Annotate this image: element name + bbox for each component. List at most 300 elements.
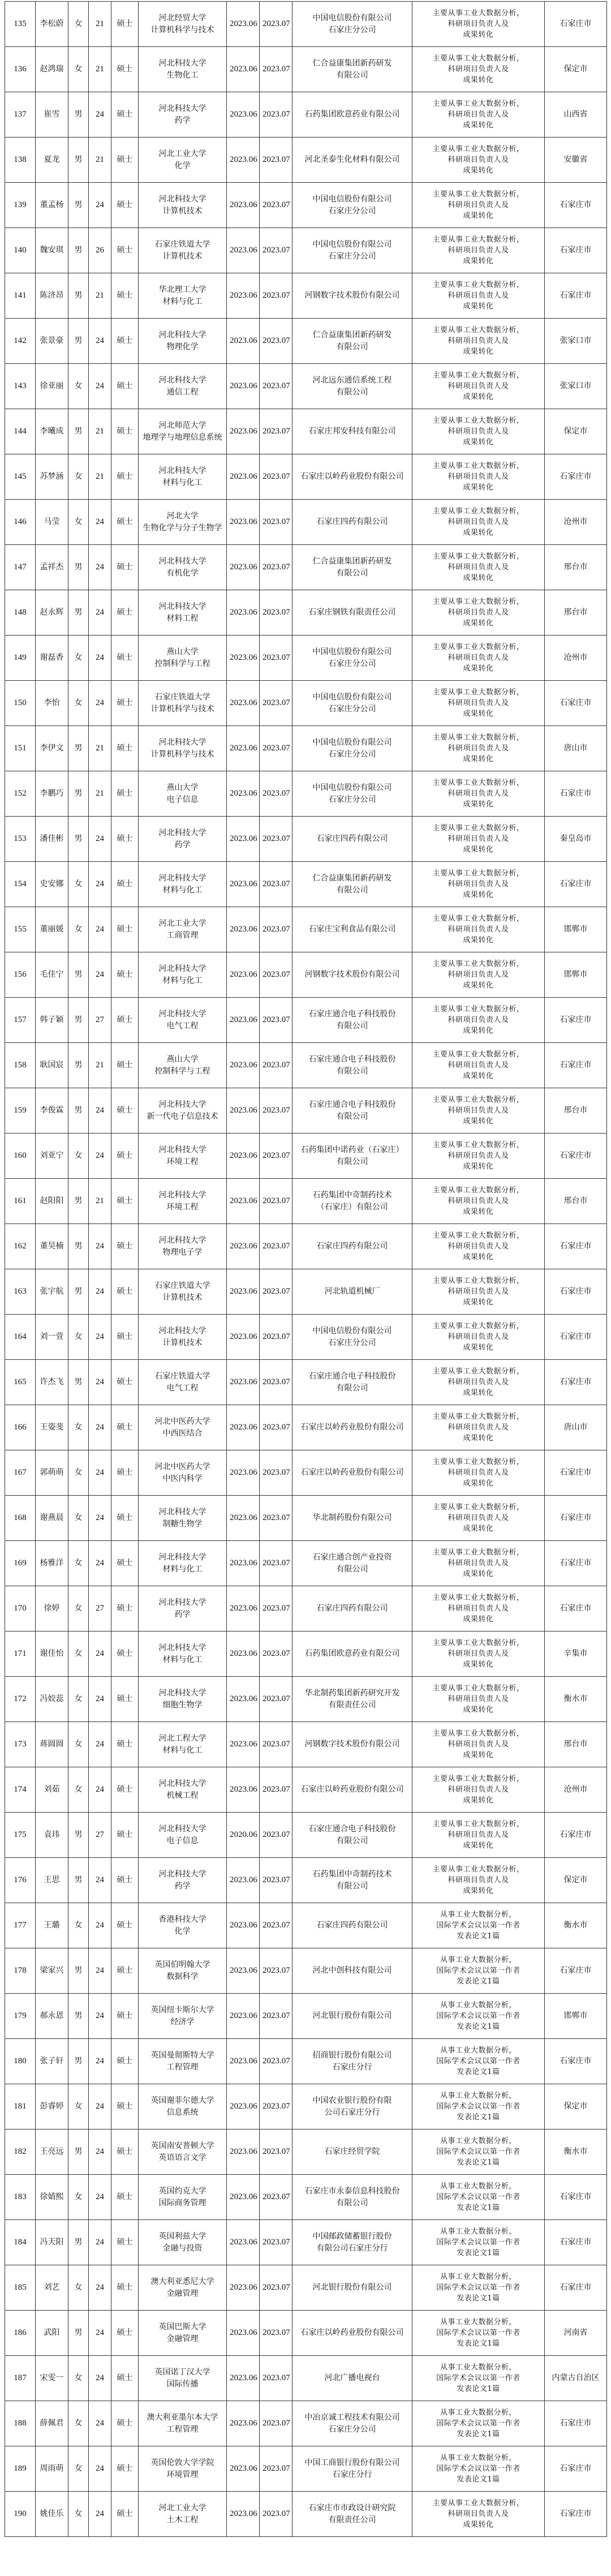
school-major: 英国伯明翰大学 数据科学: [139, 1948, 227, 1994]
school-major: 河北科技大学 新一代电子信息技术: [139, 1088, 227, 1134]
age: 21: [89, 454, 111, 500]
school-major: 英国诺丁汉大学 国际传播: [139, 2356, 227, 2401]
person-name: 赵鸿瑞: [36, 47, 68, 92]
employer: 石家庄通合电子科技股份 有限公司: [292, 1088, 412, 1134]
conditions: 从事工业大数据分析， 国际学术会议以第一作者 发表论文1篇: [412, 2130, 545, 2175]
gender: 女: [68, 1903, 89, 1948]
school-major: 河北科技大学 机械工程: [139, 1767, 227, 1813]
hire-date: 2023.07: [260, 817, 292, 862]
degree: 硕士: [111, 47, 139, 92]
table-row: [5, 2175, 607, 2220]
person-name: 冯姣蕊: [36, 1677, 68, 1722]
gender: 男: [68, 771, 89, 817]
conditions: 主要从事工业大数据分析， 科研项目负责人及 成果转化: [412, 500, 545, 545]
school-major: 河北师范大学 地理学与地理信息系统: [139, 409, 227, 454]
hire-date: 2023.07: [260, 1315, 292, 1360]
degree: 硕士: [111, 998, 139, 1043]
household-origin: 保定市: [545, 1858, 607, 1903]
hire-date: 2023.07: [260, 454, 292, 500]
degree: 硕士: [111, 1903, 139, 1948]
conditions: 从事工业大数据分析， 国际学术会议以第一作者 发表论文1篇: [412, 1903, 545, 1948]
row-index: 151: [5, 726, 36, 771]
table-row: [5, 1088, 607, 1134]
household-origin: 唐山市: [545, 1405, 607, 1450]
table-row: [5, 681, 607, 726]
household-origin: 石家庄市: [545, 2492, 607, 2537]
degree: 硕士: [111, 1541, 139, 1586]
employer: 华北制药集团新药研究开发 有限责任公司: [292, 1677, 412, 1722]
conditions: 主要从事工业大数据分析， 科研项目负责人及 成果转化: [412, 1450, 545, 1496]
age: 24: [89, 1948, 111, 1994]
table-row: [5, 1043, 607, 1088]
age: 24: [89, 1994, 111, 2039]
age: 24: [89, 2492, 111, 2537]
degree: 硕士: [111, 1767, 139, 1813]
age: 24: [89, 1088, 111, 1134]
employer: 石家庄钢铁有限责任公司: [292, 590, 412, 636]
gender: 男: [68, 1994, 89, 2039]
degree: 硕士: [111, 2175, 139, 2220]
hire-date: 2023.07: [260, 2356, 292, 2401]
gender: 男: [68, 409, 89, 454]
conditions: 从事工业大数据分析， 国际学术会议以第一作者 发表论文1篇: [412, 2084, 545, 2130]
age: 21: [89, 47, 111, 92]
conditions: 从事工业大数据分析， 国际学术会议以第一作者 发表论文1篇: [412, 1994, 545, 2039]
employer: 河北圣泰生化材料有限公司: [292, 138, 412, 183]
degree: 硕士: [111, 817, 139, 862]
person-name: 袁玮: [36, 1813, 68, 1858]
school-major: 河北大学 生物化学与分子生物学: [139, 500, 227, 545]
row-index: 135: [5, 2, 36, 47]
conditions: 主要从事工业大数据分析， 科研项目负责人及 成果转化: [412, 1541, 545, 1586]
age: 24: [89, 183, 111, 228]
employer: 石家庄通合电子科技股份 有限公司: [292, 1360, 412, 1405]
conditions: 主要从事工业大数据分析， 科研项目负责人及 成果转化: [412, 1315, 545, 1360]
employer: 石家庄通合电子科技股份 有限公司: [292, 998, 412, 1043]
conditions: 从事工业大数据分析， 国际学术会议以第一作者 发表论文1篇: [412, 2401, 545, 2446]
employer: 招商银行股份有限公司 石家庄分行: [292, 2039, 412, 2084]
household-origin: 邢台市: [545, 1722, 607, 1767]
gender: 女: [68, 1632, 89, 1677]
gender: 女: [68, 2084, 89, 2130]
graduation-date: 2023.06: [227, 2084, 260, 2130]
person-name: 赵永辉: [36, 590, 68, 636]
household-origin: 石家庄市: [545, 2401, 607, 2446]
table-row: [5, 273, 607, 319]
degree: 硕士: [111, 92, 139, 138]
hire-date: 2023.07: [260, 1450, 292, 1496]
household-origin: 石家庄市: [545, 2220, 607, 2265]
hire-date: 2023.07: [260, 1948, 292, 1994]
hire-date: 2023.07: [260, 2175, 292, 2220]
degree: 硕士: [111, 771, 139, 817]
employer: 中国电信股份有限公司 石家庄分公司: [292, 681, 412, 726]
household-origin: 安徽省: [545, 138, 607, 183]
age: 24: [89, 2401, 111, 2446]
table-row: [5, 183, 607, 228]
age: 24: [89, 2084, 111, 2130]
conditions: 主要从事工业大数据分析， 科研项目负责人及 成果转化: [412, 1632, 545, 1677]
row-index: 156: [5, 952, 36, 998]
table-row: [5, 545, 607, 590]
table-row: [5, 1134, 607, 1179]
row-index: 147: [5, 545, 36, 590]
row-index: 168: [5, 1496, 36, 1541]
degree: 硕士: [111, 2311, 139, 2356]
row-index: 183: [5, 2175, 36, 2220]
age: 24: [89, 2311, 111, 2356]
row-index: 171: [5, 1632, 36, 1677]
conditions: 主要从事工业大数据分析， 科研项目负责人及 成果转化: [412, 817, 545, 862]
degree: 硕士: [111, 952, 139, 998]
school-major: 河北科技大学 计算机科学与技术: [139, 726, 227, 771]
person-name: 马莹: [36, 500, 68, 545]
person-name: 谢佳怡: [36, 1632, 68, 1677]
table-row: [5, 228, 607, 273]
table-row: [5, 500, 607, 545]
table-row: [5, 2220, 607, 2265]
school-major: 河北科技大学 材料与化工: [139, 1632, 227, 1677]
conditions: 从事工业大数据分析， 国际学术会议以第一作者 发表论文1篇: [412, 2175, 545, 2220]
conditions: 主要从事工业大数据分析， 科研项目负责人及 成果转化: [412, 454, 545, 500]
employer: 石药集团中诺药业（石家庄） 有限公司: [292, 1134, 412, 1179]
graduation-date: 2023.06: [227, 1496, 260, 1541]
conditions: 从事工业大数据分析， 国际学术会议以第一作者 发表论文1篇: [412, 2311, 545, 2356]
hire-date: 2023.07: [260, 1224, 292, 1269]
school-major: 河北科技大学 物理化学: [139, 319, 227, 364]
age: 24: [89, 92, 111, 138]
school-major: 河北科技大学 药学: [139, 817, 227, 862]
person-name: 李松蔚: [36, 2, 68, 47]
person-name: 王思: [36, 1858, 68, 1903]
employer: 石家庄通合电子科技股份 有限公司: [292, 1043, 412, 1088]
row-index: 185: [5, 2265, 36, 2311]
graduation-date: 2023.06: [227, 2130, 260, 2175]
gender: 女: [68, 364, 89, 409]
employer: 石药集团欧意药业有限公司: [292, 92, 412, 138]
employer: 石家庄通合电子科技股份 有限公司: [292, 1813, 412, 1858]
person-name: 张宇航: [36, 1269, 68, 1315]
gender: 男: [68, 817, 89, 862]
employer: 石家庄宝利食品有限公司: [292, 907, 412, 952]
degree: 硕士: [111, 2446, 139, 2492]
person-name: 赵阳阳: [36, 1179, 68, 1224]
graduation-date: 2023.06: [227, 2220, 260, 2265]
person-name: 李曦成: [36, 409, 68, 454]
school-major: 河北科技大学 制糖生物学: [139, 1496, 227, 1541]
row-index: 141: [5, 273, 36, 319]
employer: 中冶京诚工程技术有限公司 石家庄分公司: [292, 2401, 412, 2446]
school-major: 石家庄铁道大学 电气工程: [139, 1360, 227, 1405]
person-name: 徐婧熙: [36, 2175, 68, 2220]
degree: 硕士: [111, 2265, 139, 2311]
person-name: 孟祥杰: [36, 545, 68, 590]
household-origin: 保定市: [545, 47, 607, 92]
hire-date: 2023.07: [260, 1813, 292, 1858]
table-row: [5, 726, 607, 771]
hire-date: 2023.07: [260, 500, 292, 545]
school-major: 英国约克大学 国际商务管理: [139, 2175, 227, 2220]
degree: 硕士: [111, 1450, 139, 1496]
conditions: 主要从事工业大数据分析， 科研项目负责人及 成果转化: [412, 998, 545, 1043]
conditions: 主要从事工业大数据分析， 科研项目负责人及 成果转化: [412, 590, 545, 636]
household-origin: 张家口市: [545, 319, 607, 364]
household-origin: 石家庄市: [545, 1496, 607, 1541]
table-row: [5, 907, 607, 952]
employer: 中国工商银行股份有限公司 石家庄分行: [292, 2446, 412, 2492]
graduation-date: 2023.06: [227, 862, 260, 907]
graduation-date: 2023.06: [227, 1903, 260, 1948]
table-row: [5, 409, 607, 454]
household-origin: 石家庄市: [545, 2446, 607, 2492]
age: 24: [89, 1541, 111, 1586]
household-origin: 邯郸市: [545, 952, 607, 998]
person-name: 崔雪: [36, 92, 68, 138]
conditions: 主要从事工业大数据分析， 科研项目负责人及 成果转化: [412, 1179, 545, 1224]
household-origin: 石家庄市: [545, 1315, 607, 1360]
household-origin: 衡水市: [545, 1903, 607, 1948]
hire-date: 2023.07: [260, 1088, 292, 1134]
degree: 硕士: [111, 2401, 139, 2446]
person-name: 李伊文: [36, 726, 68, 771]
row-index: 152: [5, 771, 36, 817]
row-index: 154: [5, 862, 36, 907]
gender: 男: [68, 228, 89, 273]
hire-date: 2023.07: [260, 138, 292, 183]
conditions: 主要从事工业大数据分析， 科研项目负责人及 成果转化: [412, 771, 545, 817]
hire-date: 2023.07: [260, 2311, 292, 2356]
school-major: 河北科技大学 药学: [139, 1586, 227, 1632]
row-index: 138: [5, 138, 36, 183]
table-row: [5, 636, 607, 681]
row-index: 176: [5, 1858, 36, 1903]
age: 24: [89, 1224, 111, 1269]
gender: 男: [68, 590, 89, 636]
age: 24: [89, 2220, 111, 2265]
row-index: 187: [5, 2356, 36, 2401]
person-name: 徐婷: [36, 1586, 68, 1632]
school-major: 石家庄铁道大学 计算机科学与技术: [139, 681, 227, 726]
age: 21: [89, 771, 111, 817]
hire-date: 2023.07: [260, 273, 292, 319]
school-major: 河北科技大学 电子信息: [139, 1813, 227, 1858]
household-origin: 石家庄市: [545, 862, 607, 907]
degree: 硕士: [111, 1586, 139, 1632]
employer: 河北中创科技有限公司: [292, 1948, 412, 1994]
employer: 中国电信股份有限公司 石家庄分公司: [292, 1315, 412, 1360]
person-name: 姚佳乐: [36, 2492, 68, 2537]
degree: 硕士: [111, 1269, 139, 1315]
table-row: [5, 1224, 607, 1269]
hire-date: 2023.07: [260, 319, 292, 364]
school-major: 河北科技大学 有机化学: [139, 545, 227, 590]
graduation-date: 2023.06: [227, 545, 260, 590]
gender: 男: [68, 92, 89, 138]
hire-date: 2023.07: [260, 47, 292, 92]
graduation-date: 2023.06: [227, 2401, 260, 2446]
household-origin: 衡水市: [545, 1677, 607, 1722]
hire-date: 2023.07: [260, 92, 292, 138]
conditions: 主要从事工业大数据分析， 科研项目负责人及 成果转化: [412, 1360, 545, 1405]
household-origin: 石家庄市: [545, 2039, 607, 2084]
hire-date: 2023.07: [260, 1179, 292, 1224]
degree: 硕士: [111, 364, 139, 409]
graduation-date: 2023.06: [227, 1858, 260, 1903]
household-origin: 石家庄市: [545, 1269, 607, 1315]
school-major: 澳大利亚悉尼大学 金融管理: [139, 2265, 227, 2311]
row-index: 146: [5, 500, 36, 545]
degree: 硕士: [111, 409, 139, 454]
table-row: [5, 1858, 607, 1903]
person-name: 谢磊香: [36, 636, 68, 681]
degree: 硕士: [111, 1360, 139, 1405]
degree: 硕士: [111, 1179, 139, 1224]
gender: 女: [68, 2492, 89, 2537]
age: 21: [89, 138, 111, 183]
table-row: [5, 952, 607, 998]
graduation-date: 2023.06: [227, 1632, 260, 1677]
person-name: 王亮远: [36, 2130, 68, 2175]
employer: 石家庄以岭药业股份有限公司: [292, 1450, 412, 1496]
conditions: 主要从事工业大数据分析， 科研项目负责人及 成果转化: [412, 1677, 545, 1722]
gender: 男: [68, 1088, 89, 1134]
graduation-date: 2023.06: [227, 2, 260, 47]
row-index: 179: [5, 1994, 36, 2039]
table-row: [5, 2039, 607, 2084]
degree: 硕士: [111, 273, 139, 319]
household-origin: 石家庄市: [545, 454, 607, 500]
age: 24: [89, 319, 111, 364]
gender: 男: [68, 2220, 89, 2265]
row-index: 137: [5, 92, 36, 138]
household-origin: 石家庄市: [545, 183, 607, 228]
table-row: [5, 817, 607, 862]
degree: 硕士: [111, 1315, 139, 1360]
gender: 女: [68, 47, 89, 92]
gender: 女: [68, 1541, 89, 1586]
table-row: [5, 1722, 607, 1767]
household-origin: 沧州市: [545, 636, 607, 681]
gender: 男: [68, 1948, 89, 1994]
degree: 硕士: [111, 1948, 139, 1994]
person-name: 史安娜: [36, 862, 68, 907]
hire-date: 2023.07: [260, 2446, 292, 2492]
school-major: 河北工业大学 土木工程: [139, 2492, 227, 2537]
gender: 男: [68, 2311, 89, 2356]
row-index: 145: [5, 454, 36, 500]
graduation-date: 2023.06: [227, 1767, 260, 1813]
school-major: 英国曼彻斯特大学 工程管理: [139, 2039, 227, 2084]
school-major: 澳大利亚墨尔本大学 工程管理: [139, 2401, 227, 2446]
graduation-date: 2023.06: [227, 2356, 260, 2401]
school-major: 英国谢菲尔德大学 信息系统: [139, 2084, 227, 2130]
gender: 女: [68, 1722, 89, 1767]
row-index: 144: [5, 409, 36, 454]
age: 24: [89, 590, 111, 636]
household-origin: 河南省: [545, 2311, 607, 2356]
hire-date: 2023.07: [260, 771, 292, 817]
degree: 硕士: [111, 2356, 139, 2401]
degree: 硕士: [111, 1224, 139, 1269]
table-row: [5, 1179, 607, 1224]
hire-date: 2023.07: [260, 862, 292, 907]
household-origin: 石家庄市: [545, 2175, 607, 2220]
hire-date: 2023.07: [260, 1496, 292, 1541]
employer: 河钢数字技术股份有限公司: [292, 952, 412, 998]
row-index: 170: [5, 1586, 36, 1632]
household-origin: 张家口市: [545, 364, 607, 409]
hire-date: 2023.07: [260, 364, 292, 409]
household-origin: 石家庄市: [545, 771, 607, 817]
graduation-date: 2023.06: [227, 817, 260, 862]
graduation-date: 2023.06: [227, 2175, 260, 2220]
row-index: 188: [5, 2401, 36, 2446]
employer: 河北轨道机械厂: [292, 1269, 412, 1315]
conditions: 主要从事工业大数据分析， 科研项目负责人及 成果转化: [412, 1405, 545, 1450]
table-row: [5, 92, 607, 138]
person-name: 徐亚丽: [36, 364, 68, 409]
table-row: [5, 1994, 607, 2039]
row-index: 172: [5, 1677, 36, 1722]
school-major: 河北科技大学 环境工程: [139, 1134, 227, 1179]
talent-list-table: [5, 1, 607, 2537]
table-body: [5, 2, 607, 2537]
employer: 石药集团中奇制药技术 有限公司: [292, 1858, 412, 1903]
table-row: [5, 1405, 607, 1450]
age: 24: [89, 1315, 111, 1360]
age: 24: [89, 1767, 111, 1813]
person-name: 谢燕晨: [36, 1496, 68, 1541]
graduation-date: 2023.06: [227, 907, 260, 952]
age: 24: [89, 545, 111, 590]
school-major: 英国南安普顿大学 英语语言文学: [139, 2130, 227, 2175]
school-major: 河北工程大学 材料与化工: [139, 1722, 227, 1767]
person-name: 夏龙: [36, 138, 68, 183]
household-origin: 石家庄市: [545, 1948, 607, 1994]
graduation-date: 2023.06: [227, 1405, 260, 1450]
hire-date: 2023.07: [260, 2084, 292, 2130]
employer: 石家庄市市政设计研究院 有限责任公司: [292, 2492, 412, 2537]
graduation-date: 2023.06: [227, 1994, 260, 2039]
graduation-date: 2023.06: [227, 2492, 260, 2537]
household-origin: 石家庄市: [545, 681, 607, 726]
school-major: 河北经贸大学 计算机科学与技术: [139, 2, 227, 47]
degree: 硕士: [111, 228, 139, 273]
table-row: [5, 1269, 607, 1315]
row-index: 139: [5, 183, 36, 228]
row-index: 178: [5, 1948, 36, 1994]
employer: 石家庄以岭药业股份有限公司: [292, 2311, 412, 2356]
table-row: [5, 2356, 607, 2401]
school-major: 英国纽卡斯尔大学 经济学: [139, 1994, 227, 2039]
person-name: 郭萌萌: [36, 1450, 68, 1496]
graduation-date: 2023.06: [227, 2039, 260, 2084]
household-origin: 保定市: [545, 2084, 607, 2130]
table-row: [5, 364, 607, 409]
household-origin: 石家庄市: [545, 1360, 607, 1405]
degree: 硕士: [111, 138, 139, 183]
household-origin: 石家庄市: [545, 1134, 607, 1179]
row-index: 142: [5, 319, 36, 364]
school-major: 河北科技大学 药学: [139, 1858, 227, 1903]
table-row: [5, 1767, 607, 1813]
school-major: 河北中医药大学 中医内科学: [139, 1450, 227, 1496]
gender: 女: [68, 1450, 89, 1496]
hire-date: 2023.07: [260, 2, 292, 47]
age: 24: [89, 1360, 111, 1405]
hire-date: 2023.07: [260, 726, 292, 771]
age: 24: [89, 1722, 111, 1767]
